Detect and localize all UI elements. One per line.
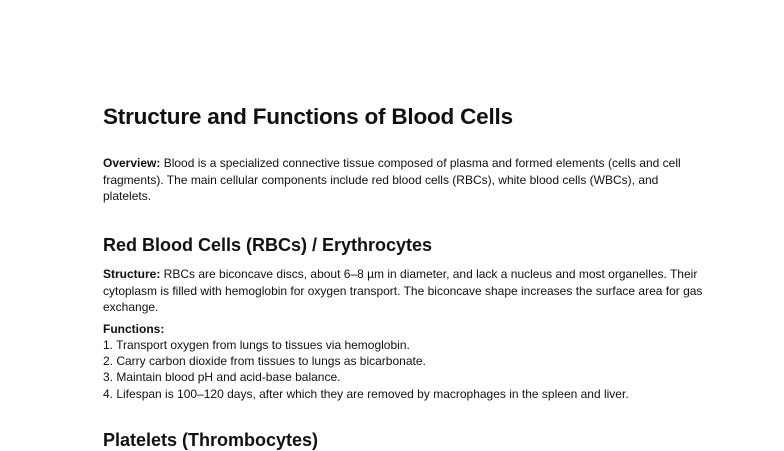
rbc-heading: Red Blood Cells (RBCs) / Erythrocytes xyxy=(103,235,433,255)
platelets-heading: Platelets (Thrombocytes) xyxy=(103,430,319,450)
functions-label: Functions: xyxy=(103,322,165,336)
overview-paragraph xyxy=(103,155,703,205)
structure-text: RBCs are biconcave discs, about 6–8 µm in diameter, and lack a nucleus and most organelles. Their cytoplasm is filled with hemoglobin for oxygen transport. The biconcave shape increases the surface area for gas exchange. xyxy=(103,267,703,314)
functions-list xyxy=(103,337,629,402)
overview-text: Blood is a specialized connective tissue composed of plasma and formed elements (cells and cell fragments). The main cellular components include red blood cells (RBCs), white blood cells (WBCs), and platelets. xyxy=(103,156,681,203)
list-item: 2. Carry carbon dioxide from tissues to lungs as bicarbonate. xyxy=(103,354,426,369)
list-item: 1. Transport oxygen from lungs to tissues via hemoglobin. xyxy=(103,338,410,352)
structure-label: Structure: xyxy=(103,267,161,281)
list-item: 3. Maintain blood pH and acid-base balance. xyxy=(103,370,341,385)
list-item: 4. Lifespan is 100–120 days, after which they are removed by macrophages in the spleen and liver. xyxy=(103,386,629,401)
overview-label: Overview: xyxy=(103,156,161,170)
rbc-structure-paragraph xyxy=(103,266,703,316)
page-title: Structure and Functions of Blood Cells xyxy=(103,104,513,129)
